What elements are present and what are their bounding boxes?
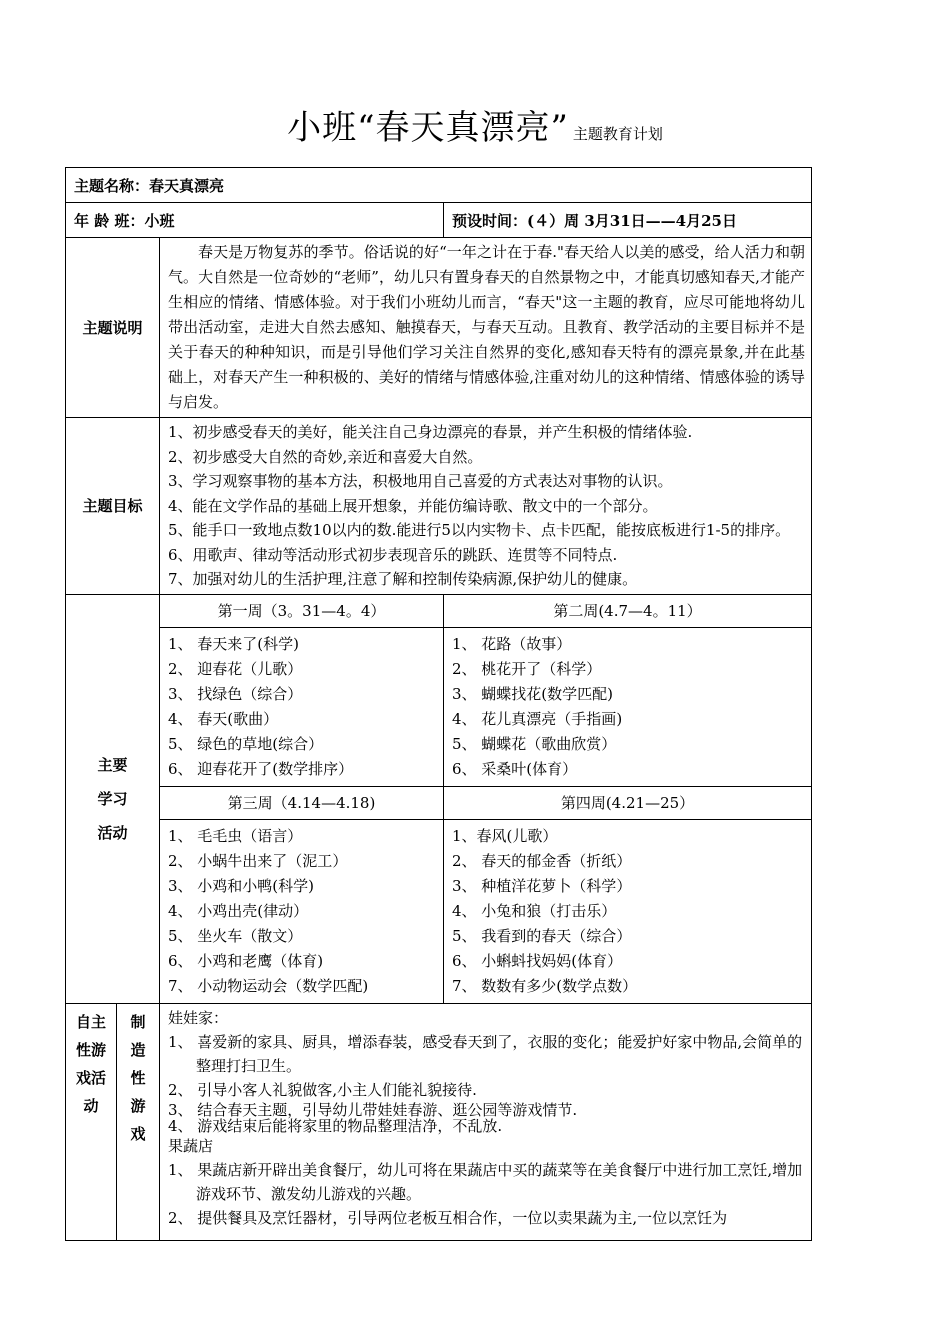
week4-title: 第四周(4.21—25） xyxy=(444,786,812,819)
goals-label: 主题目标 xyxy=(66,418,160,595)
intro-text: 春天是万物复苏的季节。俗话说的好“一年之计在于春."春天给人以美的感受，给人活力和朝气。大自然是一位奇妙的“老师”，幼儿只有置身春天的自然景物之中，才能真切感知春天,才能产生相应的情绪、情感体验。对于我们小班幼儿而言，“春天"这一主题的教育，应尽可能地将幼儿带出活动室，走进大自然去感知、触摸春天，与春天互动。且教育、教学活动的主要目标并不是关于春天的种种知识，而是引导他们学习关注自然界的变化,感知春天特有的漂亮景象,并在此基础上，对春天产生一种积极的、美好的情绪与情感体验,注重对幼儿的这种情绪、情感体验的诱导与启发。 xyxy=(160,238,812,418)
intro-label: 主题说明 xyxy=(66,238,160,418)
goal-item: 6、用歌声、律动等活动形式初步表现音乐的跳跃、连贯等不同特点. xyxy=(168,545,618,564)
doll-home-item: 1、 喜爱新的家具、厨具，增添春装，感受春天到了，衣服的变化；能爱护好家中物品,会简单的整理打扫卫生。 xyxy=(168,1032,803,1075)
fruit-shop-item: 1、 果蔬店新开辟出美食餐厅，幼儿可将在果蔬店中买的蔬菜等在美食餐厅中进行加工烹饪,增加游戏环节、激发幼儿游戏的兴趣。 xyxy=(168,1160,803,1203)
goal-item: 5、能手口一致地点数10以内的数.能进行5以内实物卡、点卡匹配，能按底板进行1-5的排序。 xyxy=(168,521,791,539)
games-outer-label: 自主 性游 戏活 动 xyxy=(66,1003,117,1240)
week2-list: 1、 花路（故事） 2、 桃花开了（科学） 3、 蝴蝶找花(数学匹配) 4、 花儿真漂亮（手指画) 5、 蝴蝶花（歌曲欣赏） 6、 采桑叶(体育） xyxy=(444,627,812,786)
goal-item: 4、能在文学作品的基础上展开想象，并能仿编诗歌、散文中的一个部分。 xyxy=(168,496,658,515)
fruit-shop-title: 果蔬店 xyxy=(168,1136,214,1155)
doll-home-title: 娃娃家： xyxy=(168,1008,229,1027)
plan-table xyxy=(65,167,812,1241)
week4-list: 1、春风(儿歌） 2、 春天的郁金香（折纸） 3、 种植洋花萝卜（科学） 4、 小兔和狼（打击乐） 5、 我看到的春天（综合） 6、 小蝌蚪找妈妈(体育） 7、 数数有多少(数学点数） xyxy=(444,819,812,1003)
week3-title: 第三周（4.14—4.18) xyxy=(160,786,444,819)
week1-list: 1、 春天来了(科学) 2、 迎春花（儿歌） 3、 找绿色（综合） 4、 春天(歌曲） 5、 绿色的草地(综合） 6、 迎春花开了(数学排序） xyxy=(160,627,444,786)
goal-item: 3、学习观察事物的基本方法，积极地用自己喜爱的方式表达对事物的认识。 xyxy=(168,472,673,490)
theme-name: 主题名称：春天真漂亮 xyxy=(66,168,812,203)
title-main: 小班“春天真漂亮” xyxy=(287,108,569,148)
goals-list xyxy=(160,418,812,595)
doll-home-item: 3、 结合春天主题，引导幼儿带娃娃春游、逛公园等游戏情节. xyxy=(168,1100,578,1119)
goal-item: 1、初步感受春天的美好，能关注自己身边漂亮的春景，并产生积极的情绪体验. xyxy=(168,423,693,441)
goal-item: 7、加强对幼儿的生活护理,注意了解和控制传染病源,保护幼儿的健康。 xyxy=(168,570,638,588)
age-class: 年 龄 班：小班 xyxy=(66,203,444,238)
week2-title: 第二周(4.7—4。11） xyxy=(444,594,812,627)
schedule: 预设时间：(４）周 3月31日——4月25日 xyxy=(444,203,812,238)
goal-item: 2、初步感受大自然的奇妙,亲近和喜爱大自然。 xyxy=(168,447,483,466)
fruit-shop-item: 2、 提供餐具及烹饪器材，引导两位老板互相合作，一位以卖果蔬为主,一位以烹饪为 xyxy=(168,1208,728,1227)
title-sub: 主题教育计划 xyxy=(572,125,663,143)
document-title xyxy=(0,100,950,149)
activities-label: 主要 学习 活动 xyxy=(66,594,160,1003)
games-content xyxy=(160,1003,812,1240)
doll-home-item: 4、 游戏结束后能将家里的物品整理洁净，不乱放. xyxy=(168,1116,503,1135)
week3-list: 1、 毛毛虫（语言） 2、 小蜗牛出来了（泥工） 3、 小鸡和小鸭(科学) 4、 小鸡出壳(律动） 5、 坐火车（散文） 6、 小鸡和老鹰（体育) 7、 小动物运动会（数学匹配) xyxy=(160,819,444,1003)
doll-home-item: 2、 引导小客人礼貌做客,小主人们能礼貌接待. xyxy=(168,1080,477,1099)
games-inner-label: 制 造 性 游 戏 xyxy=(117,1003,160,1240)
week1-title: 第一周（3。31—4。4） xyxy=(160,594,444,627)
